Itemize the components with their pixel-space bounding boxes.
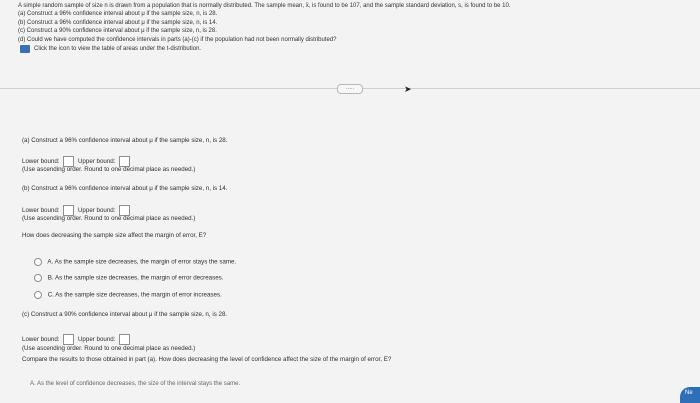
lower-bound-label-c: Lower bound: [22, 336, 60, 344]
problem-part-d: (d) Could we have computed the confidence intervals in parts (a)-(c) if the population had not been normally distributed? [18, 36, 337, 43]
lower-bound-input-c[interactable] [63, 334, 74, 345]
problem-part-a: (a) Construct a 96% confidence interval about μ if the sample size, n, is 28. [18, 11, 218, 18]
part-c-question: Compare the results to those obtained in part (a). How does decreasing the level of confidence affect the size of the margin of error, E? [22, 356, 392, 363]
option-c-row[interactable] [34, 291, 222, 299]
expand-button[interactable] [337, 84, 363, 94]
problem-part-c: (c) Construct a 90% confidence interval about μ if the sample size, n, is 28. [18, 28, 217, 35]
partial-option-line: A. As the level of confidence decreases, the size of the interval stays the same. [30, 381, 241, 387]
t-table-link-row[interactable] [20, 45, 511, 53]
part-c-note: (Use ascending order. Round to one decimal place as needed.) [22, 345, 196, 352]
part-c-bounds [22, 334, 132, 345]
next-button[interactable] [680, 387, 700, 403]
upper-bound-label-b: Upper bound: [77, 207, 116, 215]
lower-bound-label-b: Lower bound: [22, 207, 60, 215]
upper-bound-label-c: Upper bound: [77, 336, 116, 344]
problem-intro: A simple random sample of size n is drawn from a population that is normally distributed. The sample mean, x̄, is found to be 107, and the sample standard deviation, s, is found to be 10. [18, 3, 511, 9]
t-table-link-text[interactable]: Click the icon to view the table of areas under the t-distribution. [34, 46, 202, 53]
table-icon[interactable] [20, 45, 30, 53]
lower-bound-label-a: Lower bound: [22, 158, 60, 166]
part-b-question: How does decreasing the sample size affect the margin of error, E? [22, 232, 207, 239]
part-b-note: (Use ascending order. Round to one decimal place as needed.) [22, 215, 196, 222]
next-label[interactable]: Ne [685, 390, 693, 396]
option-a-row[interactable] [34, 258, 236, 266]
upper-bound-label-a: Upper bound: [77, 158, 116, 166]
part-c-heading: (c) Construct a 90% confidence interval about μ if the sample size, n, is 28. [22, 311, 228, 318]
part-a-heading: (a) Construct a 96% confidence interval about μ if the sample size, n, is 28. [22, 137, 228, 144]
problem-part-b: (b) Construct a 96% confidence interval about μ if the sample size, n, is 14. [18, 19, 218, 26]
option-c-radio[interactable] [34, 291, 42, 299]
problem-statement [18, 2, 511, 53]
mouse-cursor-icon: ➤ [404, 84, 412, 94]
upper-bound-input-c[interactable] [119, 334, 130, 345]
option-b-label[interactable]: B. As the sample size decreases, the margin of error decreases. [47, 274, 224, 282]
option-a-radio[interactable] [34, 258, 42, 266]
part-b-heading: (b) Construct a 96% confidence interval about μ if the sample size, n, is 14. [22, 185, 228, 192]
option-a-label[interactable]: A. As the sample size decreases, the margin of error stays the same. [47, 258, 237, 266]
option-c-label[interactable]: C. As the sample size decreases, the margin of error increases. [47, 291, 222, 299]
option-b-radio[interactable] [34, 274, 42, 282]
option-b-row[interactable] [34, 274, 223, 282]
expand-label[interactable]: ..... [345, 85, 355, 91]
part-a-note: (Use ascending order. Round to one decimal place as needed.) [22, 166, 196, 173]
